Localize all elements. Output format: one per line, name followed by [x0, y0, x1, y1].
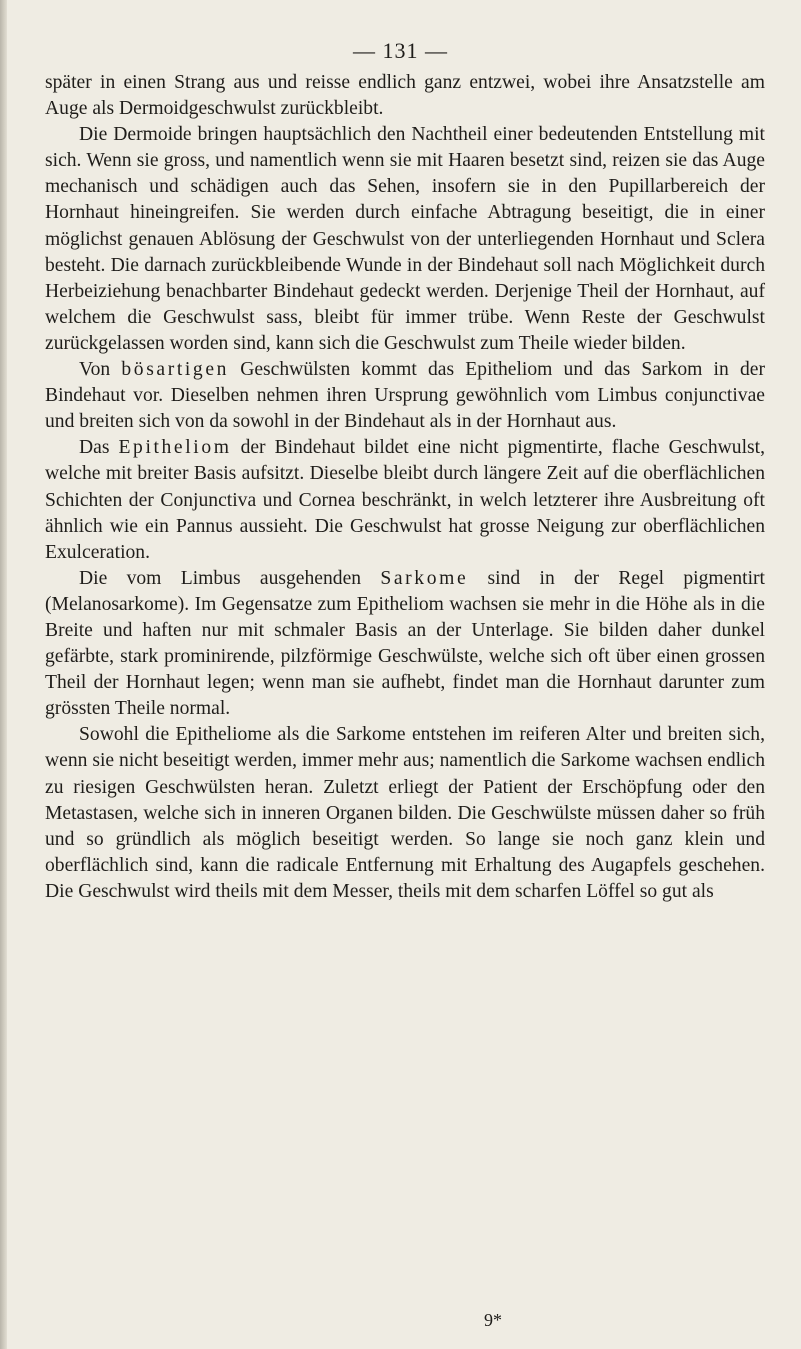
- paragraph-5: [45, 566, 765, 723]
- paragraph-5-rest: sind in der Regel pigmentirt (Melanosarkome). Im Gegensatze zum Epitheliom wachsen sie mehr in die Höhe als in die Breite und haften nur mit schmaler Basis an der Unterlage. Sie bilden daher dunkel gefärbte, stark prominirende, pilzförmige Geschwülste, welche sich oft über einen grossen Theil der Hornhaut legen; wenn man sie aufhebt, findet man die Hornhaut darunter zum grössten Theile normal.: [45, 567, 765, 720]
- paragraph-3-rest: Geschwülsten kommt das Epitheliom und das Sarkom in der Bindehaut vor. Dieselben nehmen ihren Ursprung gewöhnlich vom Limbus conjunctivae und breiten sich von da sowohl in der Bindehaut als in der Hornhaut aus.: [45, 359, 765, 433]
- paragraph-4-rest: der Bindehaut bildet eine nicht pigmentirte, flache Geschwulst, welche mit breiter Basis aufsitzt. Dieselbe bleibt durch längere Zeit auf die oberflächlichen Schichten der Conjunctiva und Cornea beschränkt, in welch letzterer ihre Ausbreitung oft ähnlich wie ein Pannus aussieht. Die Geschwulst hat grosse Neigung zur oberflächlichen Exulceration.: [45, 437, 765, 563]
- paragraph-3-lead: Von: [79, 359, 122, 381]
- term-boesartigen: bösartigen: [121, 359, 230, 381]
- body-text: [45, 70, 765, 905]
- paragraph-5-lead: Die vom Limbus ausgehenden: [79, 567, 381, 589]
- signature-mark: 9*: [484, 1310, 502, 1330]
- paragraph-6: Sowohl die Epitheliome als die Sarkome entstehen im reiferen Alter und breiten sich, wenn sie nicht beseitigt werden, immer mehr aus; namentlich die Sarkome wachsen endlich zu riesigen Geschwülsten heran. Zuletzt erliegt der Patient der Erschöpfung oder den Metastasen, welche sich in inneren Organen bilden. Die Geschwülste müssen daher so früh und so gründlich als möglich beseitigt werden. So lange sie noch ganz klein und oberflächlich sind, kann die radicale Entfernung mit Erhaltung des Augapfels geschehen. Die Geschwulst wird theils mit dem Messer, theils mit dem scharfen Löffel so gut als: [45, 724, 765, 902]
- term-epitheliom: Epitheliom: [118, 437, 232, 459]
- page-number: — 131 —: [353, 38, 448, 63]
- paragraph-4-lead: Das: [79, 437, 119, 459]
- paragraph-3: [45, 357, 765, 435]
- paragraph-4: [45, 435, 765, 565]
- page-binding-edge: [0, 0, 7, 1349]
- paragraph-2: Die Dermoide bringen hauptsächlich den Nachtheil einer bedeutenden Entstellung mit sich. Wenn sie gross, und namentlich wenn sie mit Haaren besetzt sind, reizen sie das Auge mechanisch und schädigen auch das Sehen, insofern sie in den Pupillarbereich der Hornhaut hineingreifen. Sie werden durch einfache Abtragung beseitigt, die in einer möglichst genauen Ablösung der Geschwulst von der unterliegenden Hornhaut und Sclera besteht. Die darnach zurückbleibende Wunde in der Bindehaut soll nach Möglichkeit durch Herbeiziehung benachbarter Bindehaut gedeckt werden. Derjenige Theil der Hornhaut, auf welchem die Geschwulst sass, bleibt für immer trübe. Wenn Reste der Geschwulst zurückgelassen worden sind, kann sich die Geschwulst zum Theile wieder bilden.: [45, 124, 765, 354]
- term-sarkome: Sarkome: [380, 567, 469, 589]
- paragraph-1: später in einen Strang aus und reisse endlich ganz entzwei, wobei ihre Ansatzstelle am Auge als Dermoidgeschwulst zurückbleibt.: [45, 72, 765, 120]
